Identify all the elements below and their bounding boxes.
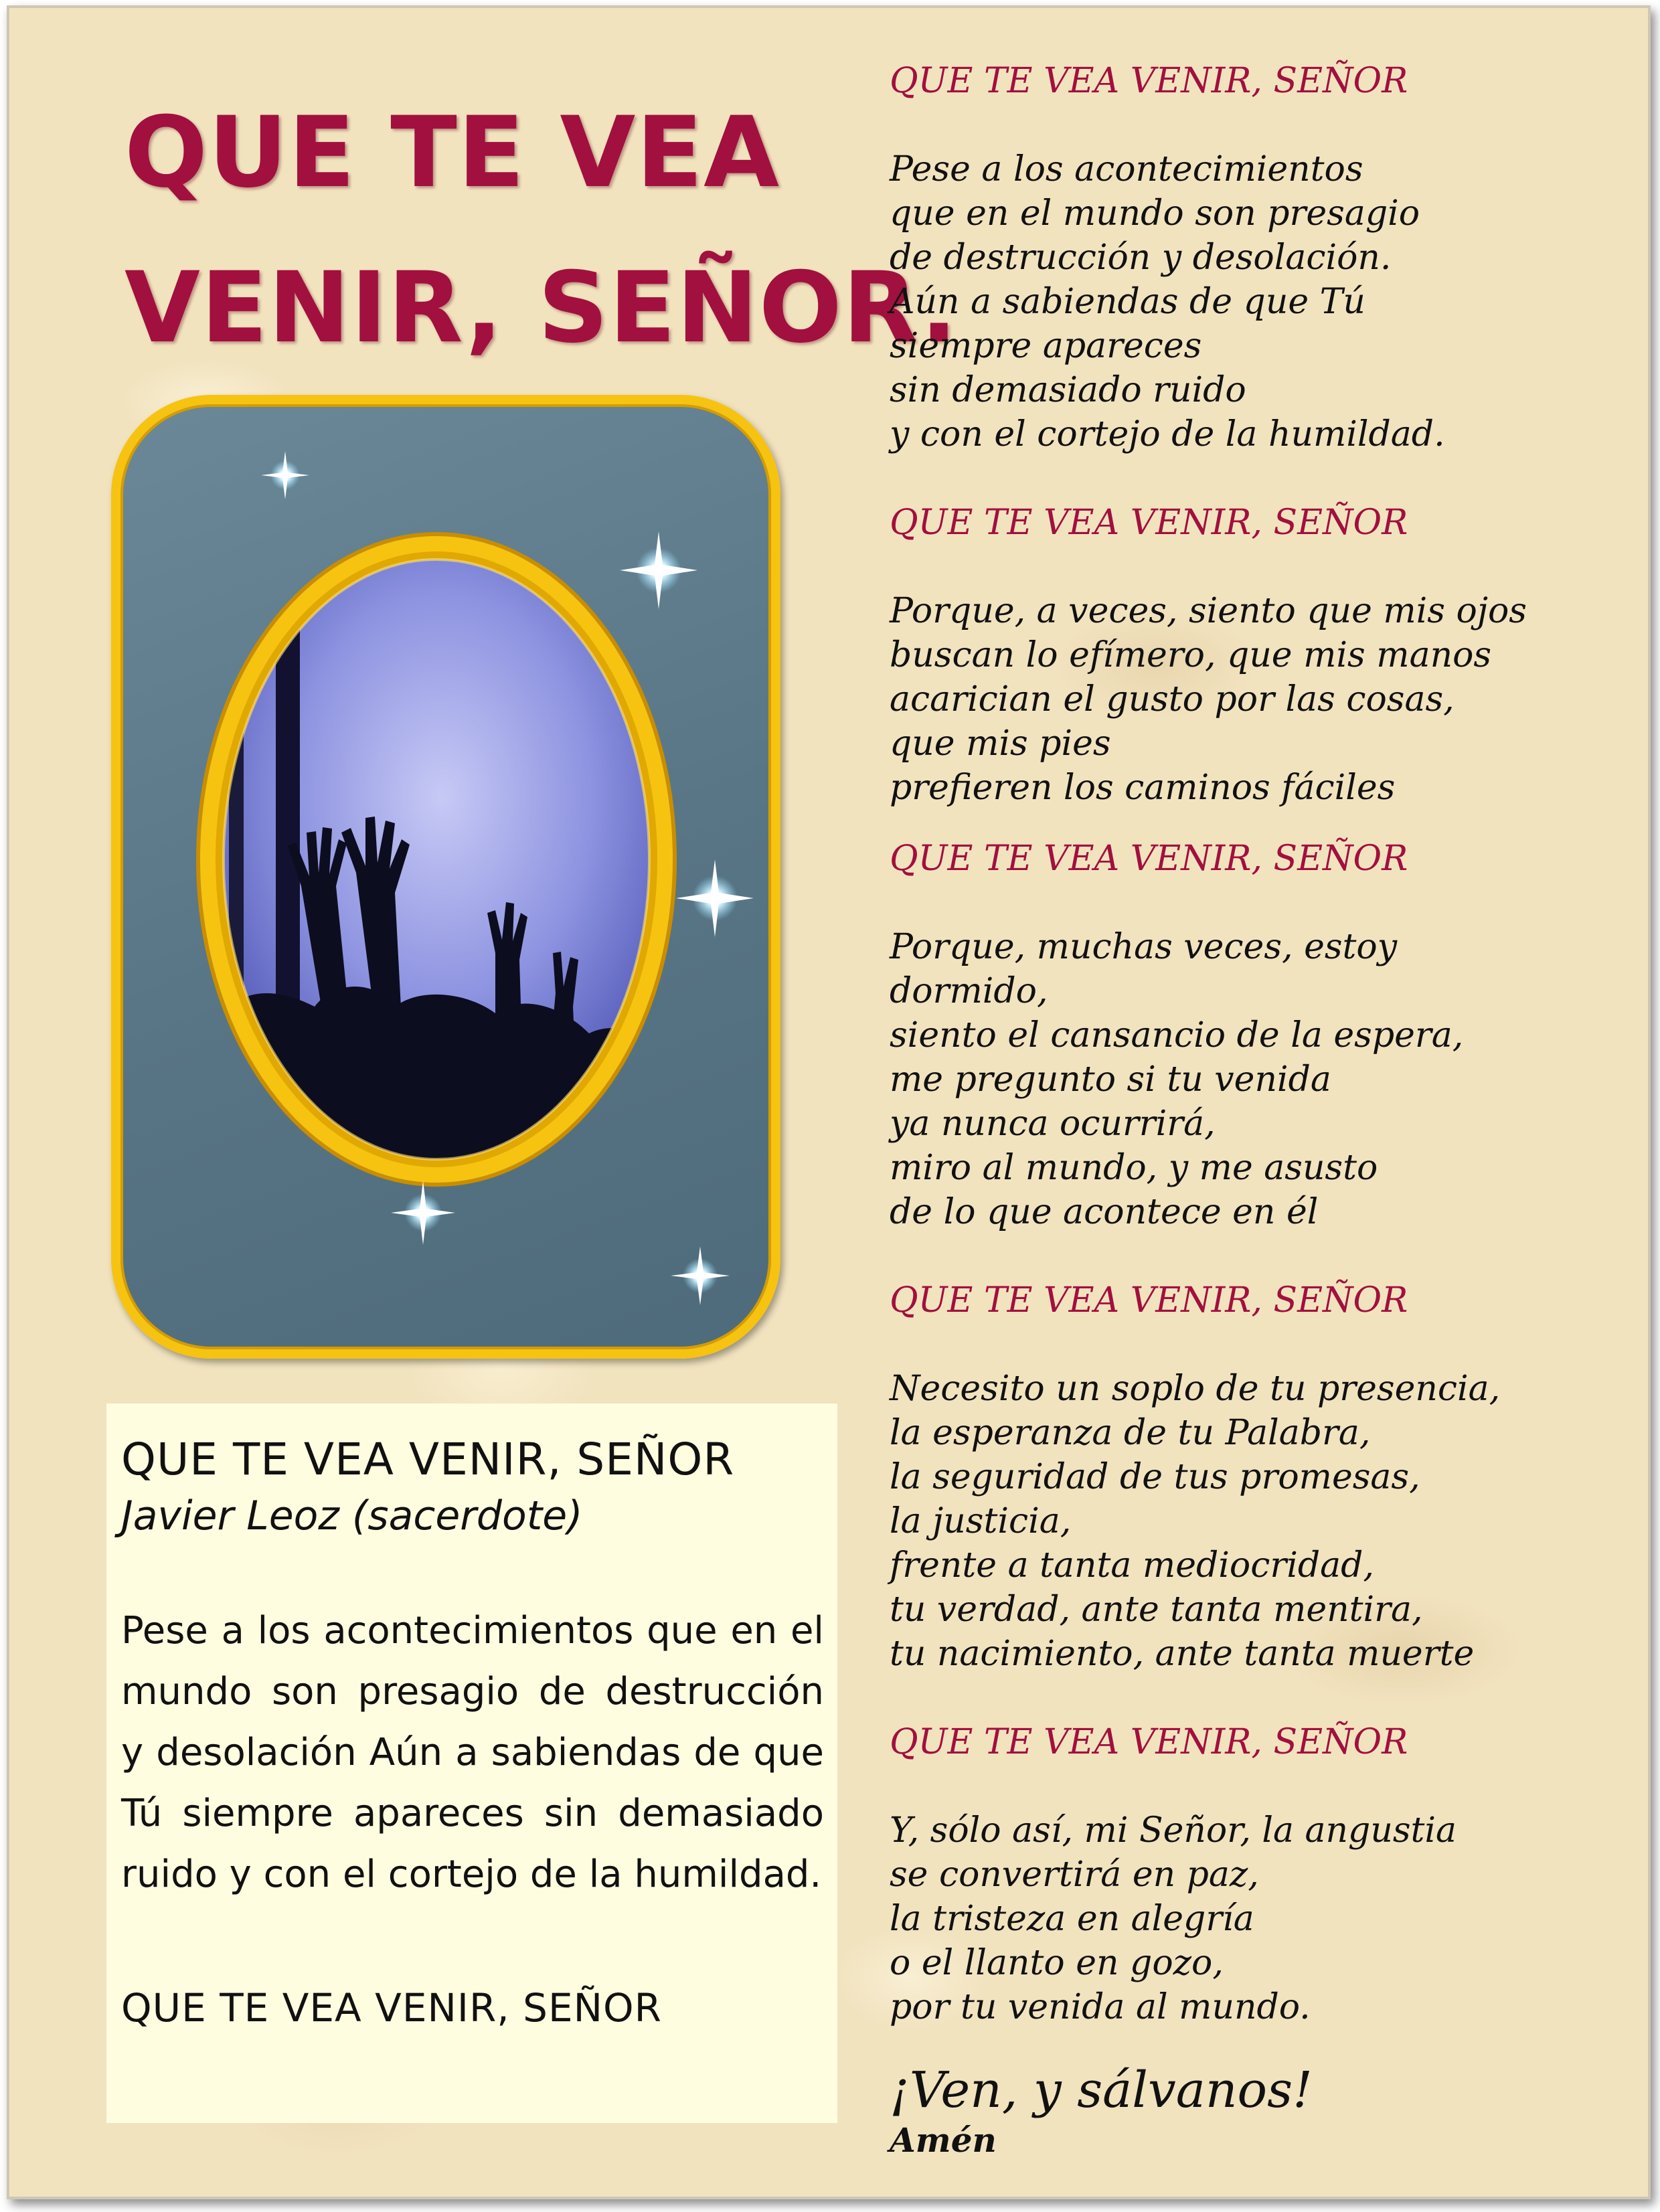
image-card (111, 395, 780, 1359)
poem-line: que en el mundo son presagio (890, 193, 1420, 234)
prayer-box-refrain: QUE TE VEA VENIR, SEÑOR (121, 1985, 662, 2031)
prayer-box (106, 1403, 837, 2123)
poem-line: sin demasiado ruido (890, 370, 1246, 410)
poem-line: acarician el gusto por las cosas, (890, 679, 1455, 719)
poem (890, 59, 1653, 2160)
poem-line: Pese a los acontecimientos (890, 149, 1363, 189)
poem-line: Porque, a veces, siento que mis ojos (890, 591, 1527, 631)
poem-line: prefieren los caminos fáciles (890, 768, 1396, 808)
poem-line: la justicia, (890, 1501, 1072, 1541)
poem-line: la seguridad de tus promesas, (890, 1457, 1420, 1497)
poem-line: dormido, (890, 971, 1048, 1011)
poem-line: frente a tanta mediocridad, (890, 1545, 1374, 1586)
poem-refrain: QUE TE VEA VENIR, SEÑOR (890, 503, 1408, 543)
poem-line: Y, sólo así, mi Señor, la angustia (890, 1810, 1457, 1851)
poem-line: y con el cortejo de la humildad. (890, 414, 1445, 454)
poem-line: la esperanza de tu Palabra, (890, 1413, 1371, 1453)
poem-line: la tristeza en alegría (890, 1899, 1254, 1939)
poem-line: que mis pies (890, 724, 1111, 764)
poem-line: tu verdad, ante tanta mentira, (890, 1590, 1423, 1630)
poem-line: buscan lo efímero, que mis manos (890, 635, 1492, 675)
poem-refrain: QUE TE VEA VENIR, SEÑOR (890, 1722, 1408, 1762)
poem-stanza (890, 925, 1653, 1234)
prayer-box-author: Javier Leoz (sacerdote) (121, 1493, 583, 1539)
poem-line: me pregunto si tu venida (890, 1059, 1331, 1100)
poem-stanza (890, 147, 1653, 456)
poem-line: se convertirá en paz, (890, 1855, 1259, 1895)
poem-line: o el llanto en gozo, (890, 1943, 1224, 1983)
poem-line: Necesito un soplo de tu presencia, (890, 1369, 1501, 1409)
parchment-page (7, 5, 1651, 2199)
poem-closing: ¡Ven, y sálvanos! (890, 2061, 1313, 2119)
poem-line: de lo que acontece en él (890, 1192, 1319, 1232)
poem-line: de destrucción y desolación. (890, 238, 1392, 278)
prayer-box-body: Pese a los acontecimientos que en el mundo son presagio de destrucción y desolación Aún a sabiendas de que Tú siempre apareces sin demasiado ruido y con el cortejo de la humildad. (121, 1609, 824, 1896)
poem-refrain: QUE TE VEA VENIR, SEÑOR (890, 1280, 1408, 1321)
poem-line: siento el cansancio de la espera, (890, 1015, 1464, 1055)
poem-stanza (890, 1367, 1653, 1676)
poem-line: siempre apareces (890, 326, 1202, 366)
page-title (124, 75, 959, 386)
poem-line: Porque, muchas veces, estoy (890, 927, 1398, 967)
poem-stanza (890, 589, 1653, 810)
poem-stanza (890, 1808, 1653, 2029)
poem-refrain: QUE TE VEA VENIR, SEÑOR (890, 839, 1408, 879)
poem-line: ya nunca ocurrirá, (890, 1104, 1216, 1144)
poem-amen: Amén (890, 2120, 997, 2160)
raised-hands-in-mirror-icon (120, 404, 771, 1349)
poem-line: tu nacimiento, ante tanta muerte (890, 1634, 1475, 1674)
page-title-line-1: QUE TE VEA (124, 96, 780, 209)
prayer-box-title: QUE TE VEA VENIR, SEÑOR (121, 1434, 735, 1485)
poem-line: miro al mundo, y me asusto (890, 1148, 1378, 1188)
poem-line: por tu venida al mundo. (890, 1987, 1311, 2027)
poem-refrain: QUE TE VEA VENIR, SEÑOR (890, 61, 1408, 101)
page-title-line-2: VENIR, SEÑOR. (124, 251, 959, 365)
poem-line: Aún a sabiendas de que Tú (890, 282, 1365, 322)
